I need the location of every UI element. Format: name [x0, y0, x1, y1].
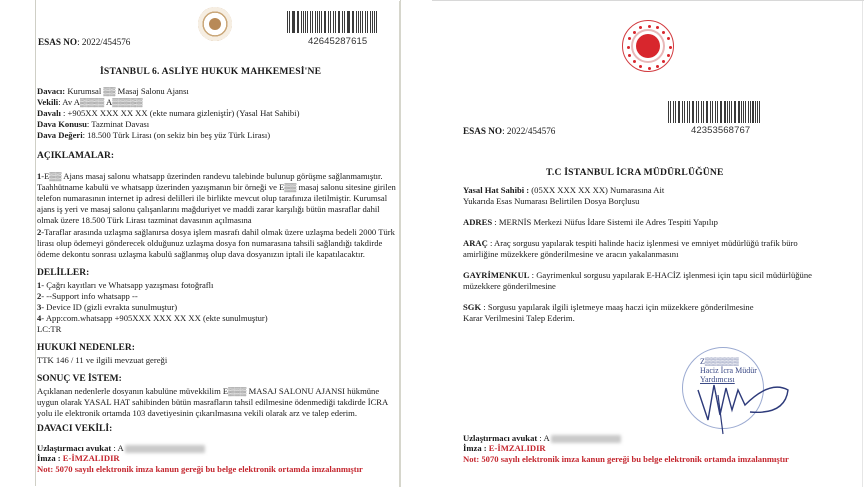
esas-no-label: ESAS NO [463, 126, 503, 136]
redacted-name [125, 445, 205, 453]
stamp-text: Z▒▒▒▒▒▒ Haciz İcra Müdür Yardımcısı [700, 357, 757, 384]
court-title: İSTANBUL 6. ASLİYE HUKUK MAHKEMESİ'NE [100, 66, 322, 77]
yasal-hat-sahibi: Yasal Hat Sahibi : (05XX XXX XX XX) Numarasına Ait [463, 185, 665, 195]
e-signature-note: Not: 5070 sayılı elektronik imza kanun gereği bu belge elektronik ortamda imzalanmıştır [463, 454, 789, 464]
barcode-number: 42353568767 [691, 125, 751, 136]
delil-item-2: 2- --Support info whatsapp -- [37, 291, 138, 301]
delil-item-1: 1- Çağrı kayıtları ve Whatsapp yazışması fotoğraflı [37, 280, 214, 290]
section-gayrimenkul: GAYRİMENKUL : Gayrimenkul sorgusu yapılarak E-HACİZ işlenmesi için tapu sicil müdürlüğüne müzekkere gönderilmesine [463, 270, 812, 291]
imza-status: E-İMZALIDIR [62, 453, 120, 463]
handwritten-signature-icon [690, 360, 790, 435]
section-sgk: SGK : Sorgusu yapılarak ilgili işletmeye maaş haczi için müzekkere gönderilmesine [463, 302, 754, 312]
esas-no-value: : 2022/454576 [502, 126, 556, 136]
imza-status: E-İMZALIDIR [488, 443, 546, 453]
dosya-borclusu: Yukarıda Esas Numarası Belirtilen Dosya Borçlusu [463, 196, 640, 206]
left-document-court-petition [0, 0, 432, 486]
yargitay-seal-icon [198, 7, 232, 41]
field-vekili: Vekili: Av A▒▒▒▒ A▒▒▒▒▒ [37, 97, 143, 107]
page-border-left [399, 1, 401, 487]
aciklama-item-2: 2-Taraflar arasında uzlaşma sağlanırsa dosya işlem masrafı dahil olmak üzere uzlaşma bedeli 2000 Türk lirası olup ödemeyi gönderecek olduğunuz uzlaşma dosya fon numarasına tahsili sağlandığı takdirde ödeme dekontu sonrası uzlaşma kabulü sağlanmış olup dava dosyanızın iptali ile kapatılacaktır. [37, 227, 395, 259]
hukuki-nedenler-heading: HUKUKİ NEDENLER: [37, 343, 135, 353]
field-dava-degeri: Dava Değeri: 18.500 Türk Lirası (on sekiz bin beş yüz Türk Lirası) [37, 130, 271, 140]
aciklama-item-1: 1-E▒▒ Ajans masaj salonu whatsapp üzerinden randevu talebinde bulunup görüşme sağlanmamıştır. Taahhütname kabulü ve whatsapp üzerinden yazışmanın bir örneği ve E▒▒ masaj salonu sitesine girilen telefon numarasının internet ip adresi delilleri ile birlikte mevcut olup tarafınıza iletilmiştir. Kurumsal ajans iş yeri ve masaj salonu çalışanlarını mağduriyet ve maddi zarar karşılığı bütün masraflar dahil olmak üzere 18.500 Türk Lirası tazminat davasının açılmasına [37, 171, 396, 225]
deliller-heading: DELİLLER: [37, 268, 90, 278]
barcode-number: 42645287615 [308, 36, 368, 47]
section-adres: ADRES : MERNİS Merkezi Nüfus İdare Sistemi ile Adres Tespiti Yapılıp [463, 217, 718, 227]
e-signature-note: Not: 5070 sayılı elektronik imza kanun gereği bu belge elektronik ortamda imzalanmıştır [37, 464, 363, 474]
davaci-vekili-heading: DAVACI VEKİLİ: [37, 424, 113, 434]
esas-no [38, 37, 130, 47]
esas-no [463, 126, 555, 136]
imza-line: İmza : E-İMZALIDIR [37, 453, 120, 463]
aciklamalar-heading: AÇIKLAMALAR: [37, 151, 115, 161]
esas-no-value: : 2022/454576 [77, 37, 131, 47]
sonuc-istem-text: Açıklanan nedenlerle dosyanın kabulüne müvekkilim E▒▒▒ MASAJ SALONU AJANSI hükmüne uygun olarak YASAL HAT sahibinden bütün masrafların tahsil edilmesine ödenmediği takdirde İCRA yolu ile elektronik ortamda 103 davetiyesinin çıkarılmasına vekili olarak arz ve talep ederim. [37, 386, 388, 418]
section-arac: ARAÇ : Araç sorgusu yapılarak tespiti halinde haciz işlenmesi ve emniyet müdürlüğü trafik büro amirliğine müzekkere gönderilmesine ve aracın yakalanmasını [463, 238, 798, 259]
closing-request: Karar Verilmesini Talep Ederim. [463, 313, 575, 323]
imza-line: İmza : E-İMZALIDIR [463, 443, 546, 453]
delil-item-4: 4- App:com.whatsapp +905XXX XXX XX XX (ekte sunulmuştur) [37, 313, 268, 323]
barcode-icon [287, 11, 379, 33]
enforcement-office-title: T.C İSTANBUL İCRA MÜDÜRLÜĞÜNE [546, 167, 724, 178]
field-dava-konusu: Dava Konusu: Tazminat Davası [37, 119, 150, 129]
delil-lc: LC:TR [37, 324, 62, 334]
field-davali: Davalı : +905XX XXX XX XX (ekte numara gizlenişti̇r) (Yasal Hat Sahibi) [37, 108, 300, 118]
page-border-right [862, 1, 863, 487]
uzlastirmaci-avukat: Uzlaştırmacı avukat : A [37, 443, 205, 454]
barcode-icon [668, 101, 762, 123]
field-davaci: Davacı: Kurumsal ▒▒ Masaj Salonu Ajansı [37, 86, 189, 96]
delil-item-3: 3- Device ID (gizli evrakta sunulmuştur) [37, 302, 178, 312]
page-border-left [35, 0, 36, 486]
adalet-bakanligi-seal-icon [622, 20, 674, 72]
hukuki-nedenler-text: TTK 146 / 11 ve ilgili mevzuat gereği [37, 355, 168, 365]
redacted-name [551, 435, 621, 443]
uzlastirmaci-avukat: Uzlaştırmacı avukat : A [463, 433, 621, 444]
esas-no-label: ESAS NO [38, 37, 78, 47]
sonuc-istem-heading: SONUÇ VE İSTEM: [37, 374, 122, 384]
